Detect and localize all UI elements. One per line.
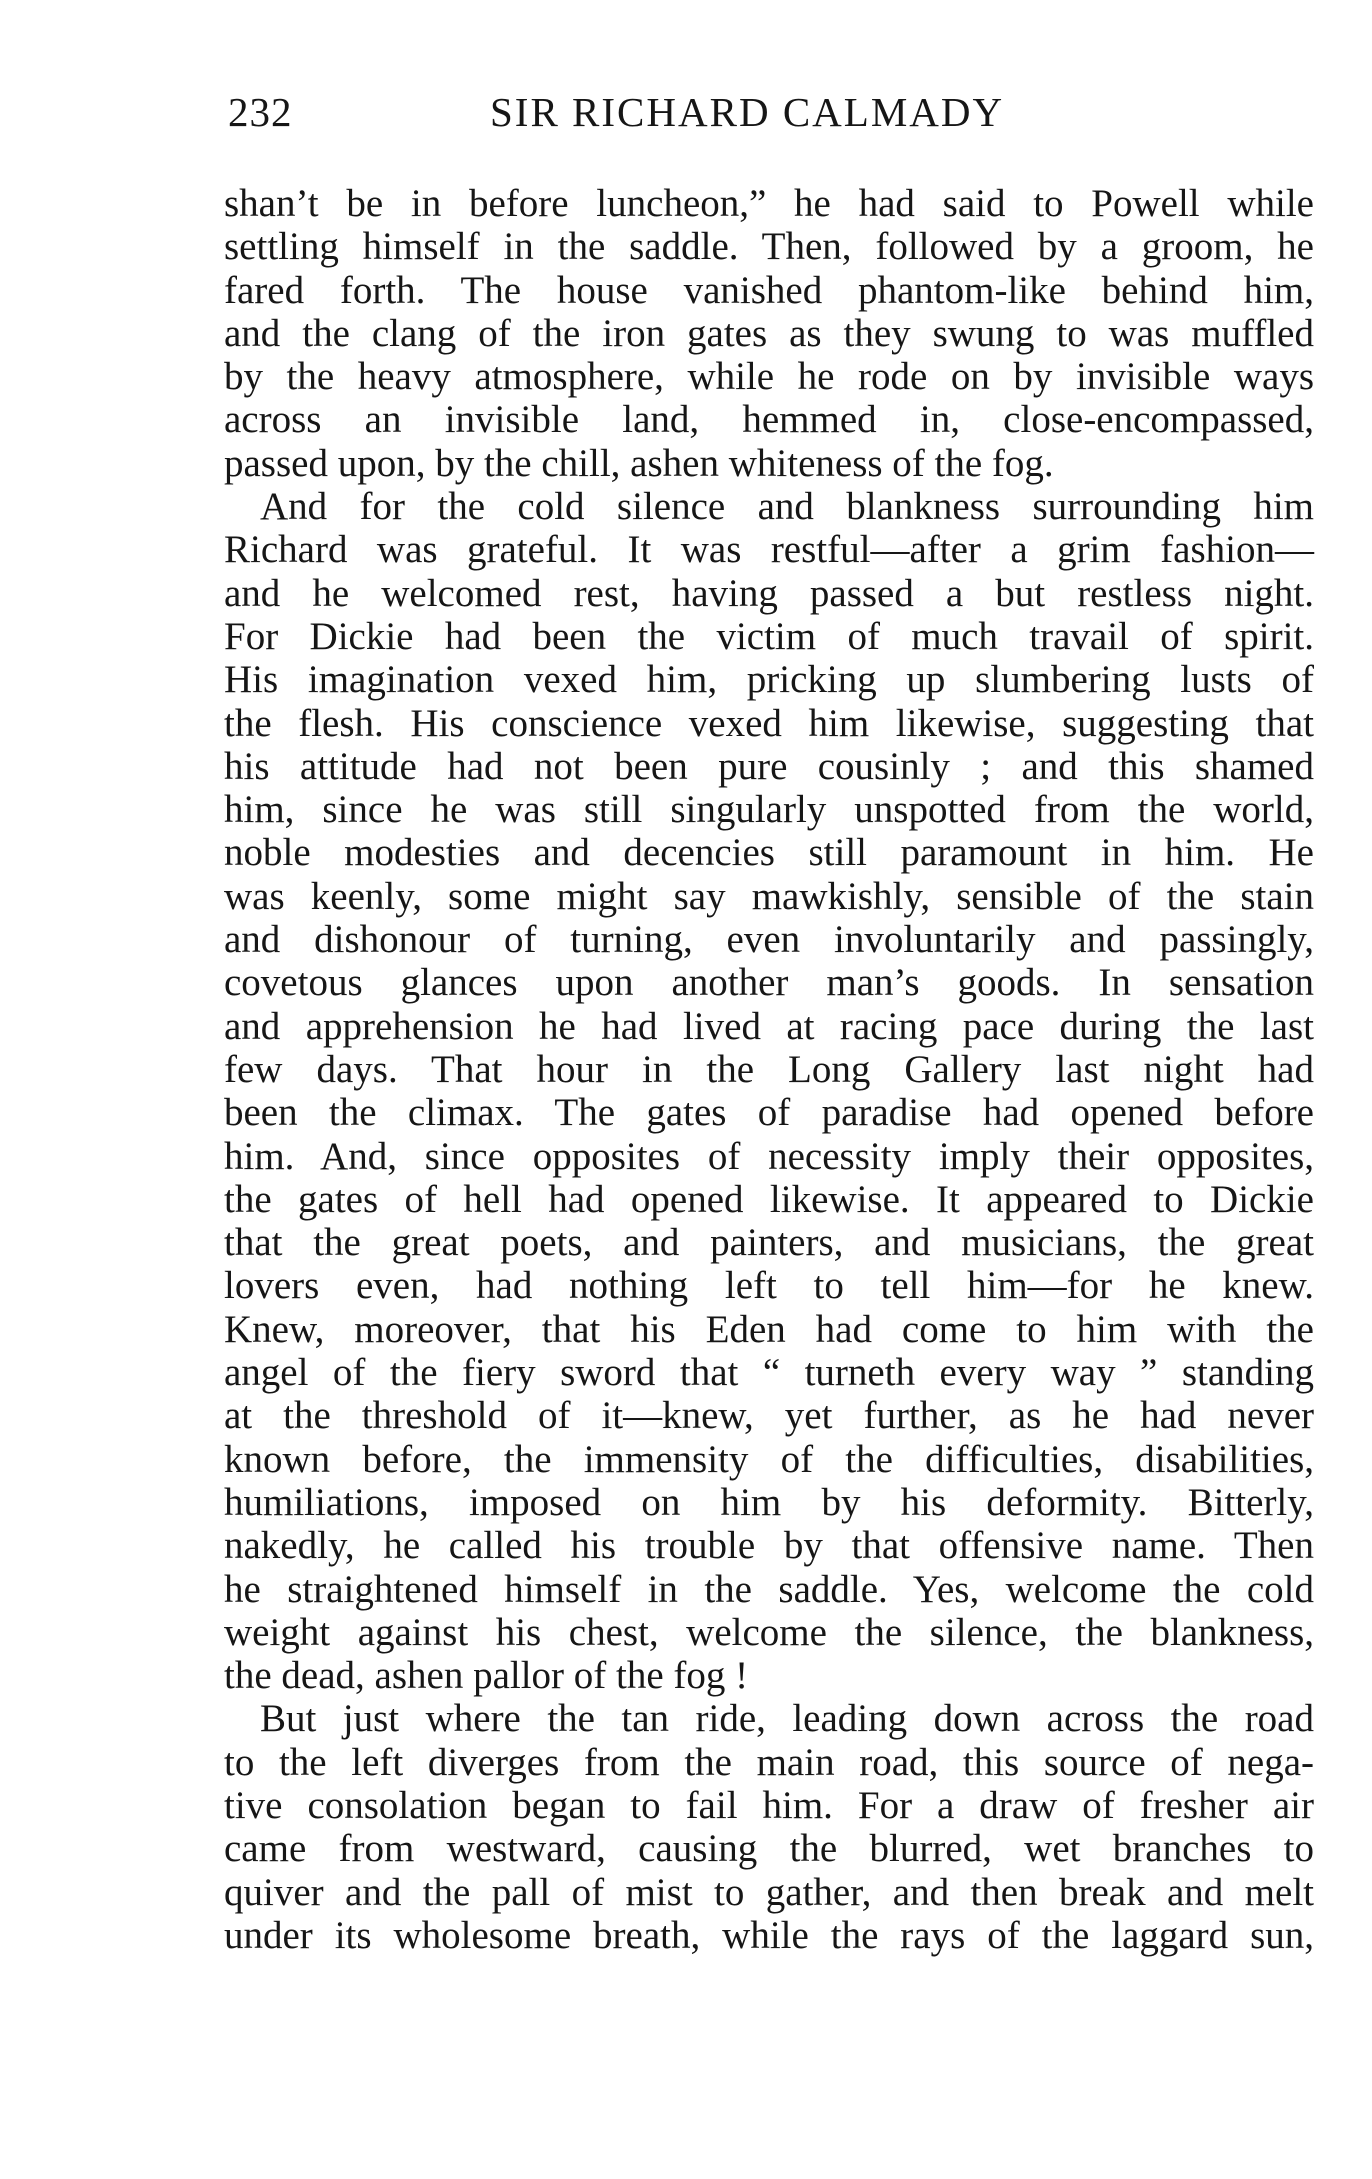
text-line: angel of the fiery sword that “ turneth every way ” standing: [224, 1351, 1314, 1395]
text-line: weight against his chest, welcome the silence, the blankness,: [224, 1610, 1314, 1654]
paragraph-start-line: And for the cold silence and blankness surrounding him: [260, 485, 1314, 529]
text-line: For Dickie had been the victim of much travail of spirit.: [224, 614, 1314, 658]
running-title: SIR RICHARD CALMADY: [490, 89, 1005, 135]
text-line: he straightened himself in the saddle. Yes, welcome the cold: [224, 1567, 1314, 1611]
text-line: Knew, moreover, that his Eden had come to him with the: [224, 1307, 1314, 1351]
text-line: known before, the immensity of the difficulties, disabilities,: [224, 1437, 1314, 1481]
text-line: the dead, ashen pallor of the fog !: [224, 1654, 749, 1698]
text-line: and dishonour of turning, even involuntarily and passingly,: [224, 918, 1314, 962]
text-line: shan’t be in before luncheon,” he had said to Powell while: [224, 182, 1314, 225]
text-line: to the left diverges from the main road, this source of nega-: [224, 1740, 1314, 1784]
text-line: the gates of hell had opened likewise. It appeared to Dickie: [224, 1177, 1314, 1221]
text-line: settling himself in the saddle. Then, followed by a groom, he: [224, 225, 1314, 269]
text-line: and he welcomed rest, having passed a but restless night.: [224, 571, 1314, 615]
text-line: the flesh. His conscience vexed him likewise, suggesting that: [224, 701, 1314, 745]
text-line: at the threshold of it—knew, yet further, as he had never: [224, 1394, 1314, 1438]
text-line: nakedly, he called his trouble by that offensive name. Then: [224, 1524, 1314, 1568]
text-line: was keenly, some might say mawkishly, sensible of the stain: [224, 874, 1314, 918]
text-line: and apprehension he had lived at racing pace during the last: [224, 1004, 1314, 1048]
text-line: quiver and the pall of mist to gather, and then break and melt: [224, 1870, 1314, 1914]
text-line: been the climax. The gates of paradise had opened before: [224, 1091, 1314, 1135]
paragraph-start-line: But just where the tan ride, leading down across the road: [260, 1697, 1314, 1741]
text-line: by the heavy atmosphere, while he rode on by invisible ways: [224, 355, 1314, 399]
page-number: 232: [228, 89, 293, 135]
text-line: him. And, since opposites of necessity imply their opposites,: [224, 1134, 1314, 1178]
text-line: his attitude had not been pure cousinly ; and this shamed: [224, 744, 1314, 788]
text-line: His imagination vexed him, pricking up slumbering lusts of: [224, 658, 1314, 702]
text-line: passed upon, by the chill, ashen whiteness of the fog.: [224, 441, 1054, 485]
text-line: fared forth. The house vanished phantom-like behind him,: [224, 268, 1314, 312]
text-line: covetous glances upon another man’s goods. In sensation: [224, 961, 1314, 1005]
text-line: Richard was grateful. It was restful—after a grim fashion—: [224, 528, 1314, 572]
text-line: tive consolation began to fail him. For a draw of fresher air: [224, 1783, 1314, 1827]
body-text: [224, 182, 1314, 1957]
text-line: noble modesties and decencies still paramount in him. He: [224, 831, 1314, 875]
text-line: humiliations, imposed on him by his deformity. Bitterly,: [224, 1480, 1314, 1524]
text-line: across an invisible land, hemmed in, close-encompassed,: [224, 398, 1314, 442]
text-line: and the clang of the iron gates as they swung to was muffled: [224, 311, 1314, 355]
text-line: him, since he was still singularly unspotted from the world,: [224, 788, 1314, 832]
text-line: few days. That hour in the Long Gallery last night had: [224, 1047, 1314, 1091]
text-line: that the great poets, and painters, and musicians, the great: [224, 1221, 1314, 1265]
text-line: came from westward, causing the blurred, wet branches to: [224, 1827, 1314, 1871]
text-line: lovers even, had nothing left to tell him—for he knew.: [224, 1264, 1314, 1308]
text-line: under its wholesome breath, while the rays of the laggard sun,: [224, 1913, 1314, 1957]
